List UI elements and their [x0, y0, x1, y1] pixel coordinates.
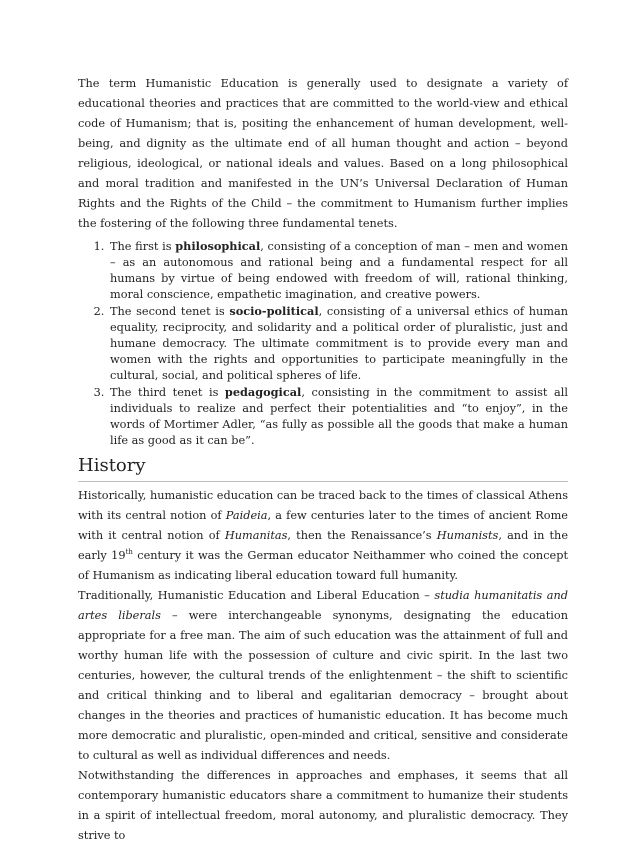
tenet-text: The second tenet is [110, 305, 230, 318]
tenet-term: philosophical [175, 239, 261, 253]
italic-term: Paideia [225, 509, 268, 522]
text-run: , then the Renaissance’s [287, 529, 437, 542]
list-item [108, 303, 568, 384]
text-run: Traditionally, Humanistic Education and Liberal Education – [78, 589, 435, 602]
history-paragraph-3: Notwithstanding the differences in approaches and emphases, it seems that all contemporary humanistic educators share a commitment to humanize their students in a spirit of intellectual freedom, moral autonomy, and pluralistic democracy. They strive to [78, 769, 568, 842]
text-run: – were interchangeable synonyms, designating the education appropriate for a free man. The aim of such education was the attainment of full and worthy human life with the possession of culture and civic spirit. In the last two centuries, however, the cultural trends of the enlightenment – the shift to scientific and critical thinking and to liberal and egalitarian democracy – brought about changes in the theories and practices of humanistic education. It has become much more democratic and pluralistic, open-minded and critical, sensitive and considerate to cultural as well as individual differences and needs. [78, 609, 568, 762]
superscript: th [125, 548, 133, 557]
text-run: , and in the early 19 [78, 529, 568, 562]
tenet-text: , consisting in the commitment to assist all individuals to realize and perfect their potentialities and “to enjoy”, in the words of Mortimer Adler, “as fully as possible all the goods that make a human life as good as it can be”. [110, 386, 568, 447]
history-paragraph-1 [78, 486, 568, 586]
italic-term: Humanists [436, 529, 499, 542]
tenet-text: , consisting of a universal ethics of human equality, reciprocity, and solidarity and a political order of pluralistic, just and humane democracy. The ultimate commitment is to provide every man and women with the rights and opportunities to participate meaningfully in the cultural, social, and political spheres of life. [110, 305, 568, 382]
list-item [108, 384, 568, 449]
text-run: century it was the German educator Neithammer who coined the concept of Humanism as indicating liberal education toward full humanity. [78, 549, 568, 582]
tenet-text: , consisting of a conception of man – men and women – as an autonomous and rational being and a fundamental respect for all humans by virtue of being endowed with freedom of will, rational thinking, moral conscience, empathetic imagination, and creative powers. [110, 240, 569, 301]
tenet-term: pedagogical [224, 385, 302, 399]
tenet-term: socio-political [229, 304, 319, 318]
tenet-text: The first is [110, 240, 176, 253]
text-run: Historically, humanistic education can be traced back to the times of classical Athens with its central notion of [78, 489, 568, 522]
italic-term: studia humanitatis and artes liberals [78, 589, 568, 622]
intro-paragraph: The term Humanistic Education is generally used to designate a variety of educational theories and practices that are committed to the world-view and ethical code of Humanism; that is, positing the enhancement of human development, well-being, and dignity as the ultimate end of all human thought and action – beyond religious, ideological, or national ideals and values. Based on a long philosophical and moral tradition and manifested in the UN’s Universal Declaration of Human Rights and the Rights of the Child – the commitment to Humanism further implies the fostering of the following three fundamental tenets. [78, 77, 568, 230]
text-run: , a few centuries later to the times of ancient Rome with it central notion of [78, 509, 568, 542]
history-paragraph-2 [78, 586, 568, 766]
list-item [108, 238, 568, 303]
tenets-list [78, 238, 568, 449]
history-heading: History [78, 455, 568, 482]
italic-term: Humanitas [224, 529, 288, 542]
tenet-text: The third tenet is [110, 386, 225, 399]
